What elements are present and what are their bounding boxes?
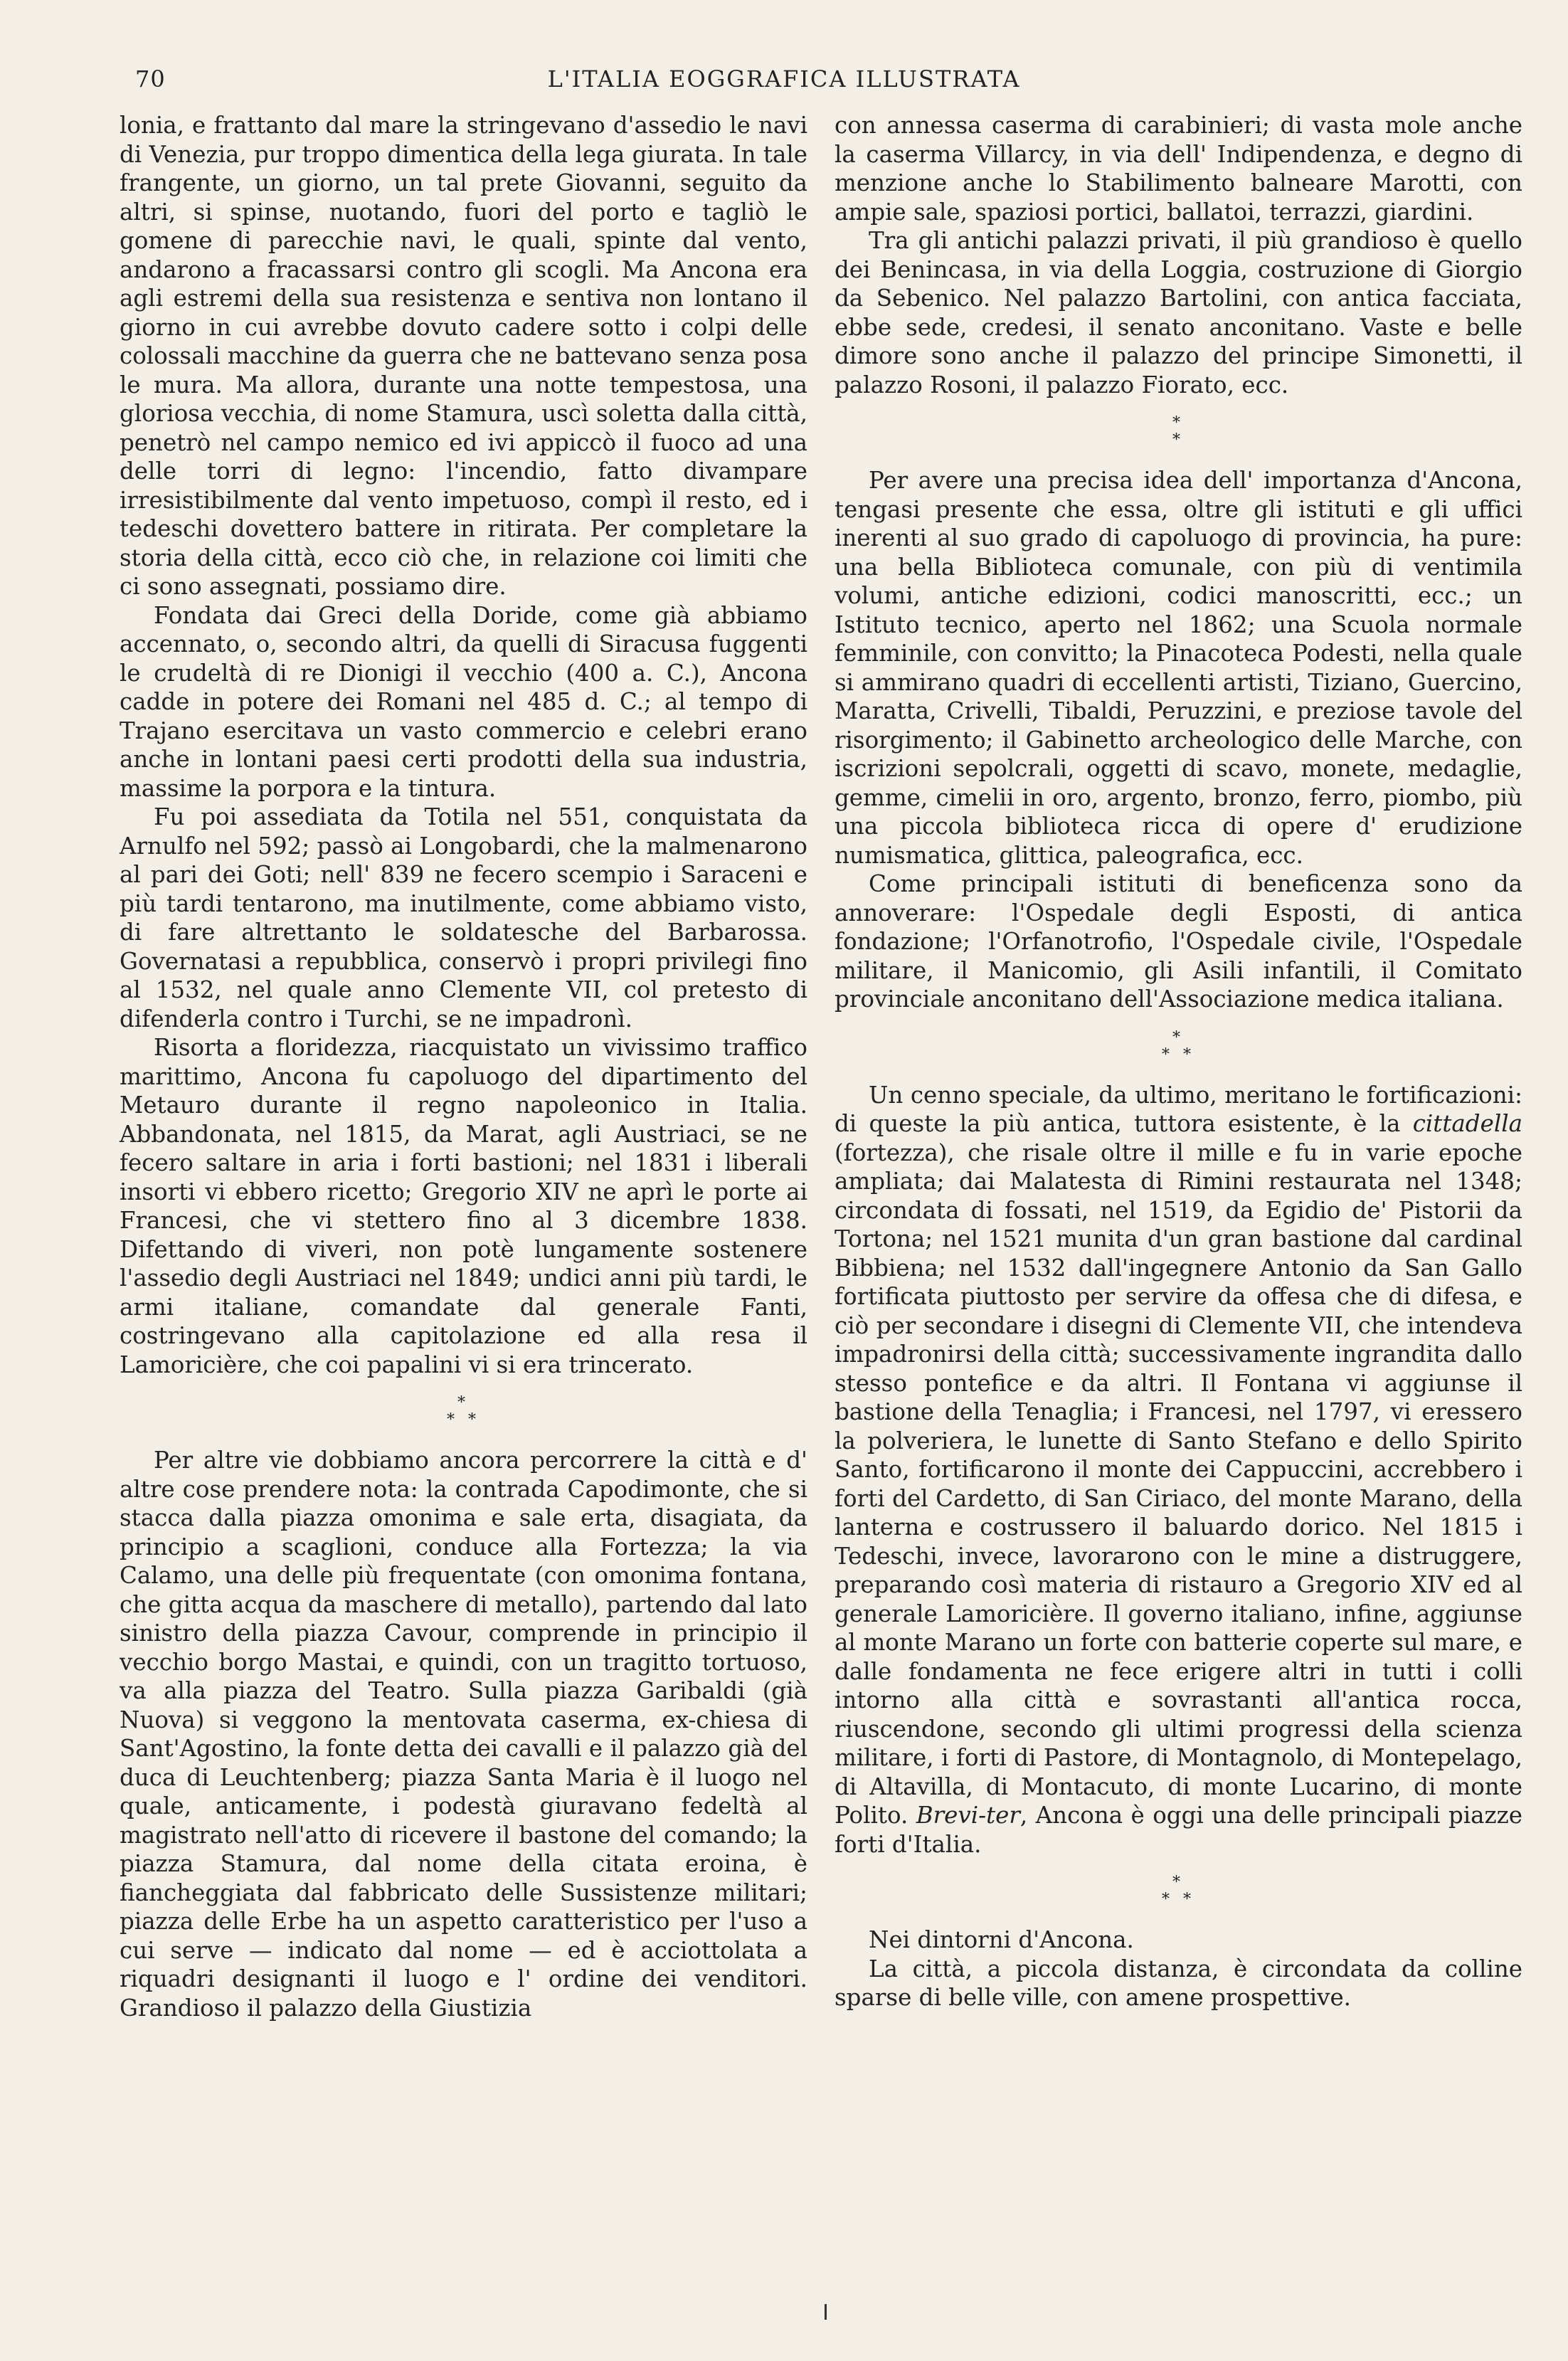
- asterism-bottom: * *: [447, 1411, 480, 1429]
- paragraph: lonia, e frattanto dal mare la stringevano d'assedio le navi di Venezia, pur troppo dimentica della lega giurata. In tale frangente, un giorno, un tal prete Giovanni, seguito da altri, si spinse, nuotando, fuori del porto e tagliò le gomene di parecchie navi, le quali, spinte dal vento, andarono a fracassarsi contro gli scogli. Ma Ancona era agli estremi della sua resistenza e sentiva non lontano il giorno in cui avrebbe dovuto cadere sotto i colpi delle colossali macchine da guerra che ne battevano senza posa le mura. Ma allora, durante una notte tempestosa, una gloriosa vecchia, di nome Stamura, uscì soletta dalla città, penetrò nel campo nemico ed ivi appiccò il fuoco ad una delle torri di legno: l'incendio, fatto divampare irresistibilmente dal vento impetuoso, compì il resto, ed i tedeschi dovettero battere in ritirata. Per completare la storia della città, ecco ciò che, in relazione coi limiti che ci sono assegnati, possiamo dire.: [120, 112, 807, 600]
- text-run: Un cenno speciale, da ultimo, meritano le fortificazioni: di queste la più antica, tuttora esistente, è la: [835, 1081, 1522, 1137]
- paragraph-fortifications: [835, 1081, 1522, 1859]
- section-asterism: [835, 1030, 1522, 1064]
- paragraph: Fondata dai Greci della Doride, come già abbiamo accennato, o, secondo altri, da quelli di Siracusa fuggenti le crudeltà di re Dionigi il vecchio (400 a. C.), Ancona cadde in potere dei Romani nel 485 d. C.; al tempo di Trajano esercitava un vasto commercio e celebri erano anche in lontani paesi certi prodotti della sua industria, massime la porpora e la tintura.: [120, 601, 807, 802]
- section-asterism: [120, 1395, 807, 1429]
- asterism-top: *: [1172, 1028, 1185, 1047]
- paragraph: Come principali istituti di beneficenza sono da annoverare: l'Ospedale degli Esposti, di antica fondazione; l'Orfanotrofio, l'Ospedale civile, l'Ospedale militare, il Manicomio, gli Asili infantili, il Comitato provinciale anconitano dell'Associazione medica italiana.: [835, 870, 1522, 1013]
- asterism-top: *: [457, 1394, 470, 1412]
- page-number: 70: [135, 65, 166, 93]
- section-heading: Nei dintorni d'Ancona.: [869, 1926, 1134, 1953]
- paragraph: Per altre vie dobbiamo ancora percorrere la città e d' altre cose prendere nota: la contrada Capodimonte, che si stacca dalla piazza omonima e sale erta, disagiata, da principio a scaglioni, conduce alla Fortezza; la via Calamo, una delle più frequentate (con omonima fontana, che gitta acqua da maschere di metallo), partendo dal lato sinistro della piazza Cavour, comprende in principio il vecchio borgo Mastai, e quindi, con un tragitto tortuoso, va alla piazza del Teatro. Sulla piazza Garibaldi (già Nuova) si veggono la mentovata caserma, ex-chiesa di Sant'Agostino, la fonte detta dei cavalli e il palazzo già del duca di Leuchtenberg; piazza Santa Maria è il luogo nel quale, anticamente, i podestà giuravano fedeltà al magistrato nell'atto di ricevere il bastone del comando; la piazza Stamura, dal nome della citata eroina, è fiancheggiata dal fabbricato delle Sussistenze militari; piazza delle Erbe ha un aspetto caratteristico per l'uso a cui serve — indicato dal nome — ed è acciottolata a riquadri designanti il luogo e l' ordine dei venditori. Grandioso il palazzo della Giustizia: [120, 1447, 807, 2022]
- running-title: L'ITALIA EOGGRAFICA ILLUSTRATA: [547, 65, 1021, 93]
- asterism-bottom: *: [1172, 431, 1185, 449]
- section-asterism: [835, 415, 1522, 449]
- section-asterism: [835, 1874, 1522, 1908]
- paragraph: La città, a piccola distanza, è circondata da colline sparse di belle ville, con amene prospettive.: [835, 1955, 1522, 2011]
- asterism-top: *: [1172, 414, 1185, 432]
- page-header: [135, 65, 1433, 97]
- asterism-bottom: * *: [1162, 1891, 1195, 1908]
- text-run: , Ancona è oggi una delle principali piazze forti d'Italia.: [835, 1802, 1522, 1858]
- column-divider-mark: [825, 2304, 827, 2320]
- italic-term: Brevi-ter: [916, 1802, 1020, 1829]
- paragraph: con annessa caserma di carabinieri; di vasta mole anche la caserma Villarcy, in via dell' Indipendenza, e degno di menzione anche lo Stabilimento balneare Marotti, con ampie sale, spaziosi portici, ballatoi, terrazzi, giardini.: [835, 112, 1522, 226]
- paragraph: Per avere una precisa idea dell' importanza d'Ancona, tengasi presente che essa, oltre gli istituti e gli uffici inerenti al suo grado di capoluogo di provincia, ha pure: una bella Biblioteca comunale, con più di ventimila volumi, antiche edizioni, codici manoscritti, ecc.; un Istituto tecnico, aperto nel 1862; una Scuola normale femminile, con convitto; la Pinacoteca Podesti, nella quale si ammirano quadri di eccellenti artisti, Tiziano, Guercino, Maratta, Crivelli, Tibaldi, Peruzzini, e preziose tavole del risorgimento; il Gabinetto archeologico delle Marche, con iscrizioni sepolcrali, oggetti di scavo, monete, medaglie, gemme, cimelii in oro, argento, bronzo, ferro, piombo, più una piccola biblioteca ricca di opere d' erudizione numismatica, glittica, paleografica, ecc.: [835, 467, 1522, 869]
- paragraph: Fu poi assediata da Totila nel 551, conquistata da Arnulfo nel 592; passò ai Longobardi, che la malmenarono al pari dei Goti; nell' 839 ne fecero scempio i Saraceni e più tardi tentarono, ma inutilmente, come abbiamo visto, di fare altrettanto le soldatesche del Barbarossa. Governatasi a repubblica, conservò i propri privilegi fino al 1532, nel quale anno Clemente VII, col pretesto di difenderla contro i Turchi, se ne impadronì.: [120, 803, 807, 1032]
- paragraph: Tra gli antichi palazzi privati, il più grandioso è quello dei Benincasa, in via della Loggia, costruzione di Giorgio da Sebenico. Nel palazzo Bartolini, con antica facciata, ebbe sede, credesi, il senato anconitano. Vaste e belle dimore sono anche il palazzo del principe Simonetti, il palazzo Rosoni, il palazzo Fiorato, ecc.: [835, 227, 1522, 398]
- asterism-bottom: * *: [1162, 1045, 1195, 1064]
- left-column: [120, 111, 807, 2022]
- asterism-top: *: [1172, 1874, 1185, 1891]
- italic-term: cittadella: [1412, 1110, 1522, 1137]
- paragraph: Risorta a floridezza, riacquistato un vivissimo traffico marittimo, Ancona fu capoluogo del dipartimento del Metauro durante il regno napoleonico in Italia. Abbandonata, nel 1815, da Marat, agli Austriaci, se ne fecero saltare in aria i forti bastioni; nel 1831 i liberali insorti vi ebbero ricetto; Gregorio XIV ne aprì le porte ai Francesi, che vi stettero fino al 3 dicembre 1838. Difettando di viveri, non potè lungamente sostenere l'assedio degli Austriaci nel 1849; undici anni più tardi, le armi italiane, comandate dal generale Fanti, costringevano alla capitolazione ed alla resa il Lamoricière, che coi papalini vi si era trincerato.: [120, 1034, 807, 1378]
- text-run: (fortezza), che risale oltre il mille e fu in varie epoche ampliata; dai Malatesta di Rimini restaurata nel 1348; circondata di fossati, nel 1519, da Egidio de' Pistorii da Tortona; nel 1521 munita d'un gran bastione dal cardinal Bibbiena; nel 1532 dall'ingegnere Antonio da San Gallo fortificata piuttosto per servire da offesa che di difesa, e ciò per secondare i disegni di Clemente VII, che intendeva impadronirsi della città; successivamente ingrandita dallo stesso pontefice e da altri. Il Fontana vi aggiunse il bastione della Tenaglia; i Francesi, nel 1797, vi eressero la polveriera, le lunette di Santo Stefano e dello Spirito Santo, fortificarono il monte dei Cappuccini, accrebbero i forti del Cardetto, di San Ciriaco, del monte Marano, della lanterna e costrussero il baluardo dorico. Nel 1815 i Tedeschi, invece, lavorarono con le mine a distruggere, preparando così materia di ristauro a Gregorio XIV ed al generale Lamoricière. Il governo italiano, infine, aggiunse al monte Marano un forte con batterie coperte sul mare, e dalle fondamenta ne fece erigere altri in tutti i colli intorno alla città e sovrastanti all'antica rocca, riuscendone, secondo gli ultimi progressi della scienza militare, i forti di Pastore, di Montagnolo, di Montepelago, di Altavilla, di Montacuto, di monte Lucarino, di monte Polito.: [835, 1139, 1522, 1829]
- right-column: [835, 111, 1522, 2012]
